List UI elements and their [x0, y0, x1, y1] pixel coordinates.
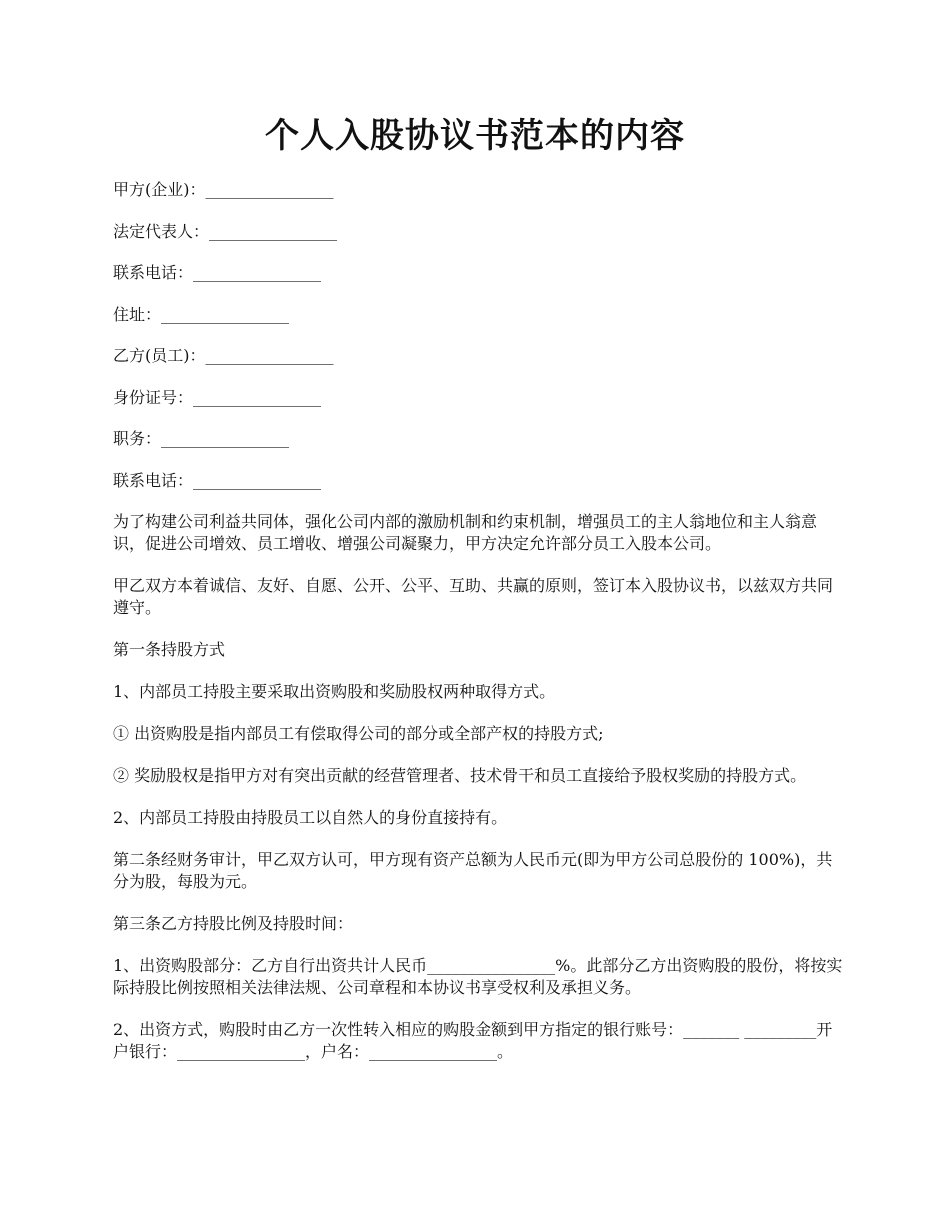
- paragraph-purchase-portion: 1、出资购股部分：乙方自行出资共计人民币________________%。此部分乙方出资购股的股份，将按实际持股比例按照相关法律法规、公司章程和本协议书享受权利及承担义务。: [113, 956, 843, 997]
- document-title: 个人入股协议书范本的内容: [265, 116, 685, 156]
- paragraph-purchase-shares: ① 出资购股是指内部员工有偿取得公司的部分或全部产权的持股方式;: [113, 724, 604, 743]
- field-id-number: 身份证号：________________: [113, 387, 322, 407]
- paragraph-principles: 甲乙双方本着诚信、友好、自愿、公开、公平、互助、共赢的原则，签订本入股协议书，以兹双方共同遵守。: [113, 576, 834, 617]
- field-party-a-phone: 联系电话：________________: [113, 263, 322, 282]
- paragraph-shareholding-methods: 1、内部员工持股主要采取出资购股和奖励股权两种取得方式。: [113, 682, 556, 701]
- field-legal-representative: 法定代表人：________________: [113, 221, 338, 241]
- paragraph-direct-holding: 2、内部员工持股由持股员工以自然人的身份直接持有。: [113, 808, 508, 827]
- field-position: 职务：________________: [113, 429, 290, 448]
- paragraph-payment-method: 2、出资方式，购股时由乙方一次性转入相应的购股金额到甲方指定的银行账号：_______ _________开户银行：________________，户名：________________。: [113, 1020, 833, 1061]
- field-party-b-employee: 乙方(员工)：________________: [113, 346, 334, 365]
- paragraph-reward-shares: ② 奖励股权是指甲方对有突出贡献的经营管理者、技术骨干和员工直接给予股权奖励的持股方式。: [113, 766, 807, 785]
- article-one-heading: 第一条持股方式: [113, 640, 226, 659]
- article-two-paragraph: 第二条经财务审计，甲乙双方认可，甲方现有资产总额为人民币元(即为甲方公司总股份的 100%)，共分为股，每股为元。: [113, 850, 833, 891]
- field-address: 住址：________________: [113, 304, 290, 324]
- paragraph-purpose: 为了构建公司利益共同体，强化公司内部的激励机制和约束机制，增强员工的主人翁地位和主人翁意识，促进公司增效、员工增收、增强公司凝聚力，甲方决定允许部分员工入股本公司。: [113, 512, 818, 553]
- field-party-a-company: 甲方(企业)：________________: [113, 180, 334, 199]
- field-party-b-phone: 联系电话：________________: [113, 470, 322, 490]
- article-three-heading: 第三条乙方持股比例及持股时间：: [113, 914, 354, 933]
- document-body: [113, 179, 843, 1083]
